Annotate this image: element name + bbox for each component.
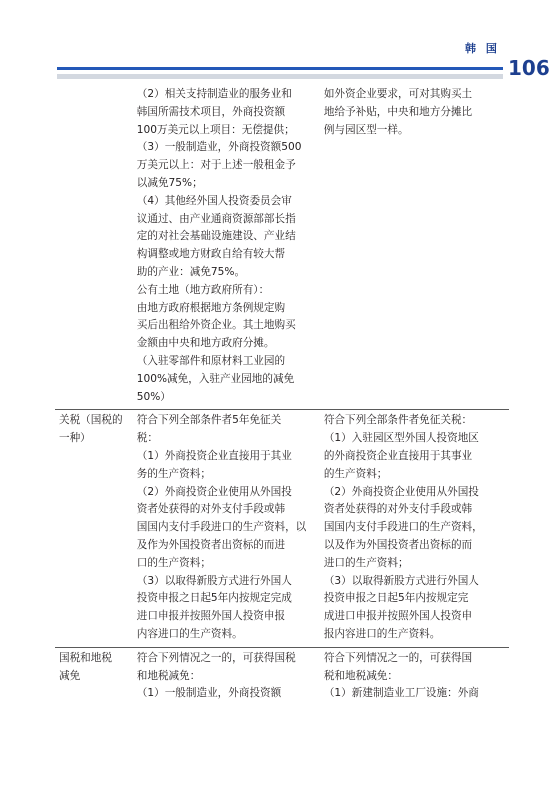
row-label-cell bbox=[55, 647, 133, 706]
policy-table bbox=[55, 84, 509, 706]
cell-text-line: 的外商投资企业直接用于其事业 bbox=[323, 449, 473, 462]
cell-text-line: （3）一般制造业，外商投资额500 bbox=[136, 141, 302, 154]
cell-text-line: 议通过、由产业通商资源部部长指 bbox=[136, 212, 296, 225]
row-label-line: 一种） bbox=[59, 432, 91, 445]
provision-cell bbox=[320, 84, 509, 410]
cell-text-line: 资者处获得的对外支付手段或韩 bbox=[323, 503, 473, 516]
cell-text-line: 报内容进口的生产资料。 bbox=[323, 627, 441, 640]
row-label-line: 国税和地税 bbox=[59, 651, 112, 664]
cell-text-line: 万美元以上：对于上述一般租金予 bbox=[136, 159, 296, 172]
cell-text-line: 及作为外国投资者出资标的而进 bbox=[136, 538, 286, 551]
cell-text-line: 公有土地（地方政府所有）： bbox=[136, 283, 270, 296]
cell-text-line: 投资申报之日起5年内按规定完 bbox=[323, 592, 469, 605]
cell-text-line: 和地税减免： bbox=[136, 669, 201, 682]
cell-text-line: 构调整或地方财政自给有较大帮 bbox=[136, 248, 286, 261]
cell-text-line: 资者处获得的对外支付手段或韩 bbox=[136, 503, 286, 516]
header-country: 韩 国 bbox=[465, 42, 500, 55]
row-label-line: 减免 bbox=[59, 669, 81, 682]
provision-cell bbox=[320, 647, 509, 706]
cell-text-line: 以及作为外国投资者出资标的而 bbox=[323, 538, 473, 551]
cell-text-line: 以减免75%； bbox=[136, 176, 203, 189]
cell-text-line: 由地方政府根据地方条例规定购 bbox=[136, 301, 286, 314]
header-rule-blue bbox=[57, 67, 503, 70]
cell-text-line: （1）一般制造业，外商投资额 bbox=[136, 687, 282, 700]
cell-text-line: 例与园区型一样。 bbox=[323, 123, 409, 136]
cell-text-line: 助的产业：减免75%。 bbox=[136, 265, 246, 278]
provision-cell bbox=[133, 410, 320, 647]
cell-text-line: 韩国所需技术项目，外商投资额 bbox=[136, 105, 286, 118]
cell-text-line: 定的对社会基础设施建设、产业结 bbox=[136, 230, 296, 243]
cell-text-line: 税： bbox=[136, 432, 158, 445]
cell-text-line: 50%） bbox=[136, 390, 171, 403]
cell-text-line: 投资申报之日起5年内按规定完成 bbox=[136, 592, 292, 605]
cell-text-line: （3）以取得新股方式进行外国人 bbox=[323, 574, 479, 587]
cell-text-line: 100万美元以上项目：无偿提供； bbox=[136, 123, 295, 136]
cell-text-line: （1）入驻园区型外国人投资地区 bbox=[323, 432, 479, 445]
cell-text-line: 的生产资料； bbox=[323, 467, 388, 480]
cell-text-line: 务的生产资料； bbox=[136, 467, 211, 480]
cell-text-line: 成进口申报并按照外国人投资申 bbox=[323, 610, 473, 623]
cell-text-line: （3）以取得新股方式进行外国人 bbox=[136, 574, 292, 587]
cell-text-line: 进口的生产资料； bbox=[323, 556, 409, 569]
cell-text-line: 国国内支付手段进口的生产资料， bbox=[323, 521, 483, 534]
cell-text-line: 地给予补贴，中央和地方分摊比 bbox=[323, 105, 473, 118]
row-label-line: 关税（国税的 bbox=[59, 414, 123, 427]
table-row bbox=[55, 84, 509, 410]
cell-text-line: 符合下列全部条件者5年免征关 bbox=[136, 414, 282, 427]
cell-text-line: （1）外商投资企业直接用于其业 bbox=[136, 449, 292, 462]
cell-text-line: （2）相关支持制造业的服务业和 bbox=[136, 88, 292, 100]
cell-text-line: （入驻零部件和原材料工业园的 bbox=[136, 354, 286, 367]
cell-text-line: （2）外商投资企业使用从外国投 bbox=[136, 485, 292, 498]
header-rule-gray bbox=[57, 74, 503, 79]
cell-text-line: 内容进口的生产资料。 bbox=[136, 627, 243, 640]
table-row bbox=[55, 410, 509, 647]
cell-text-line: 100%减免，入驻产业园地的减免 bbox=[136, 372, 295, 385]
cell-text-line: 符合下列全部条件者免征关税： bbox=[323, 414, 473, 427]
cell-text-line: 如外资企业要求，可对其购买土 bbox=[323, 88, 473, 100]
cell-text-line: （2）外商投资企业使用从外国投 bbox=[323, 485, 479, 498]
cell-text-line: （4）其他经外国人投资委员会审 bbox=[136, 194, 292, 207]
provision-cell bbox=[133, 647, 320, 706]
provision-cell bbox=[133, 84, 320, 410]
cell-text-line: 买后出租给外资企业。其土地购买 bbox=[136, 319, 296, 332]
provision-cell bbox=[320, 410, 509, 647]
cell-text-line: 国国内支付手段进口的生产资料，以 bbox=[136, 521, 307, 534]
table-row bbox=[55, 647, 509, 706]
cell-text-line: 口的生产资料； bbox=[136, 556, 211, 569]
cell-text-line: （1）新建制造业工厂设施：外商 bbox=[323, 687, 479, 700]
cell-text-line: 金额由中央和地方政府分摊。 bbox=[136, 337, 275, 350]
cell-text-line: 税和地税减免： bbox=[323, 669, 398, 682]
cell-text-line: 进口申报并按照外国人投资申报 bbox=[136, 610, 286, 623]
cell-text-line: 符合下列情况之一的，可获得国税 bbox=[136, 651, 296, 664]
cell-text-line: 符合下列情况之一的，可获得国 bbox=[323, 651, 473, 664]
row-label-cell bbox=[55, 84, 133, 410]
page-number: 106 bbox=[508, 56, 550, 80]
row-label-cell bbox=[55, 410, 133, 647]
